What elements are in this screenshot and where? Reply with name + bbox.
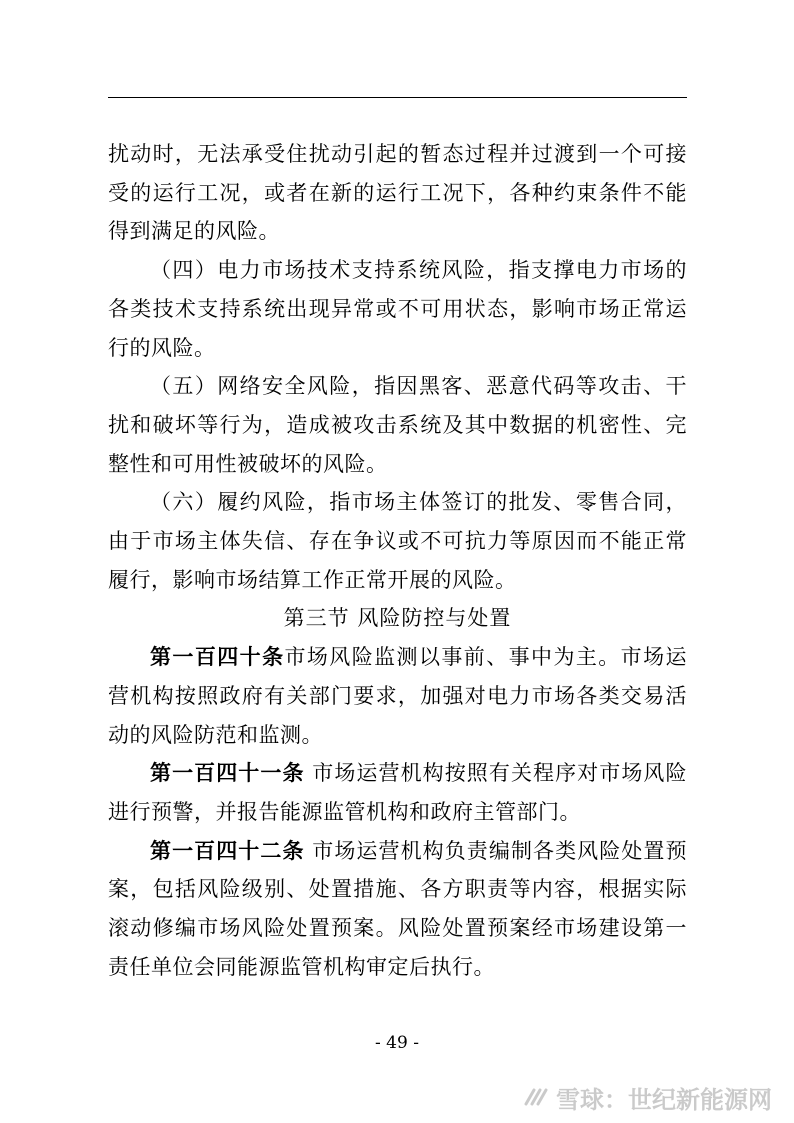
snowball-logo-icon: [520, 1082, 550, 1112]
paragraph-item-4: （四）电力市场技术支持系统风险，指支撑电力市场的各类技术支持系统出现异常或不可用状态，影响市场正常运行的风险。: [108, 258, 687, 360]
article-label: 第一百四十二条: [150, 838, 305, 863]
article-label: 第一百四十条: [150, 645, 285, 670]
watermark-text: 雪球：世纪新能源网: [556, 1085, 772, 1114]
article-text: 市场运营机构按照有关程序对市场风险进行预警，并报告能源监管机构和政府主管部门。: [108, 761, 687, 824]
paragraph-item-5: （五）网络安全风险，指因黑客、恶意代码等攻击、干扰和破坏等行为，造成被攻击系统及其中数据的机密性、完整性和可用性被破坏的风险。: [108, 374, 687, 476]
header-rule: [108, 97, 687, 98]
article-text: 市场运营机构负责编制各类风险处置预案，包括风险级别、处置措施、各方职责等内容，根据实际滚动修编市场风险处置预案。风险处置预案经市场建设第一责任单位会同能源监管机构审定后执行。: [108, 838, 687, 979]
watermark: [520, 1080, 772, 1114]
article-text: 市场风险监测以事前、事中为主。市场运营机构按照政府有关部门要求，加强对电力市场各类交易活动的风险防范和监测。: [108, 645, 688, 747]
article-140: [108, 638, 687, 754]
paragraph-continuation: 扰动时，无法承受住扰动引起的暂态过程并过渡到一个可接受的运行工况，或者在新的运行工况下，各种约束条件不能得到满足的风险。: [108, 142, 687, 244]
section-heading: 第三节 风险防控与处置: [283, 606, 512, 631]
article-142: [108, 832, 687, 987]
page-number: - 49 -: [375, 1033, 419, 1053]
article-141: [108, 754, 687, 831]
article-label: 第一百四十一条: [150, 761, 305, 786]
page-body: [108, 135, 687, 986]
paragraph-item-6: （六）履约风险，指市场主体签订的批发、零售合同，由于市场主体失信、存在争议或不可抗力等原因而不能正常履行，影响市场结算工作正常开展的风险。: [108, 490, 687, 592]
